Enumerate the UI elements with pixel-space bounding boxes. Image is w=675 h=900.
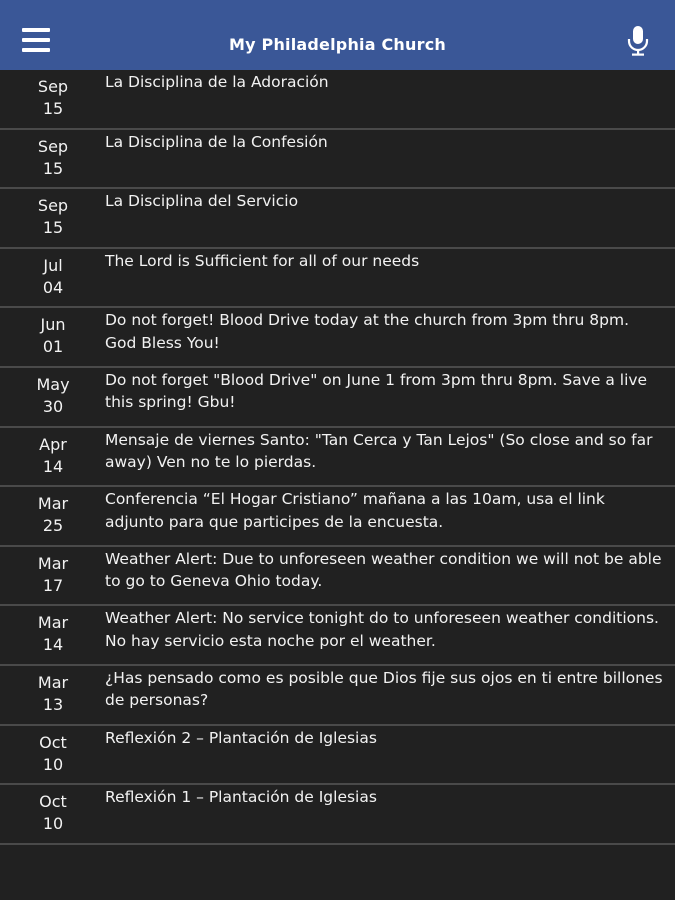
item-month: Oct [39,732,67,752]
item-month: Sep [37,136,69,156]
item-date [0,136,106,180]
item-date [0,434,106,478]
list-item[interactable] [0,487,675,547]
item-text: Do not forget! Blood Drive today at the church from 3pm thru 8pm. God Bless You! [105,311,630,352]
item-date [0,314,106,358]
microphone-icon[interactable] [627,26,649,56]
item-month: Sep [37,196,69,216]
item-month: Apr [39,434,67,454]
item-date [0,255,106,299]
item-text: Do not forget "Blood Drive" on June 1 from 3pm thru 8pm. Save a live this spring! Gbu! [105,370,648,412]
item-date [0,791,106,835]
item-day: 14 [42,456,64,476]
list-item[interactable] [0,308,675,368]
list-item[interactable] [0,249,675,309]
item-month: Sep [37,77,69,96]
item-text: Mensaje de viernes Santo: "Tan Cerca y Tan Lejos" (So close and so far away) Ven no te lo pierdas. [105,430,653,472]
item-day: 01 [42,337,64,357]
item-date [0,195,106,239]
item-text: ¿Has pensado como es posible que Dios fije sus ojos en ti entre billones de personas? [105,668,663,710]
item-day: 14 [42,635,64,655]
item-text: Weather Alert: No service tonight do to unforeseen weather conditions. No hay servicio esta noche por el weather. [105,609,659,650]
item-month: Mar [37,672,69,692]
item-month: Mar [37,553,69,573]
item-day: 25 [42,516,64,536]
item-month: Oct [39,792,67,812]
message-list [0,70,675,845]
list-item[interactable] [0,70,675,130]
item-day: 30 [42,396,64,416]
item-day: 15 [42,158,64,178]
item-day: 04 [42,277,64,297]
list-item[interactable] [0,606,675,666]
item-text: La Disciplina del Servicio [105,192,299,211]
item-text: The Lord is Sufficient for all of our needs [105,251,420,270]
item-day: 10 [42,814,64,834]
list-item[interactable] [0,666,675,726]
app-header [0,0,675,70]
item-month: Mar [37,494,69,514]
item-date [0,374,106,418]
list-item[interactable] [0,189,675,249]
item-text: La Disciplina de la Confesión [105,132,328,151]
item-day: 15 [42,99,64,118]
list-item[interactable] [0,547,675,607]
list-item[interactable] [0,368,675,428]
item-day: 13 [42,694,64,714]
item-day: 10 [42,754,64,774]
item-text: La Disciplina de la Adoración [105,73,329,91]
item-date [0,612,106,656]
item-month: May [36,374,70,394]
page-title: My Philadelphia Church [229,34,446,54]
item-date [0,493,106,537]
item-date [0,76,106,120]
item-text: Reflexión 2 – Plantación de Iglesias [105,728,377,747]
list-item[interactable] [0,428,675,488]
list-item[interactable] [0,785,675,845]
list-item[interactable] [0,726,675,786]
item-text: Weather Alert: Due to unforeseen weather condition we will not be able to go to Geneva Ohio today. [105,549,662,591]
list-item[interactable] [0,130,675,190]
item-month: Jul [43,255,63,275]
item-day: 15 [42,218,64,238]
item-day: 17 [42,575,64,595]
hamburger-menu-icon[interactable] [22,28,50,52]
item-date [0,672,106,716]
item-date [0,732,106,776]
item-text: Conferencia “El Hogar Cristiano” mañana a las 10am, usa el link adjunto para que participes de la encuesta. [105,490,605,531]
item-text: Reflexión 1 – Plantación de Iglesias [105,788,377,807]
item-month: Mar [37,613,69,633]
item-date [0,553,106,597]
item-month: Jun [40,315,66,335]
